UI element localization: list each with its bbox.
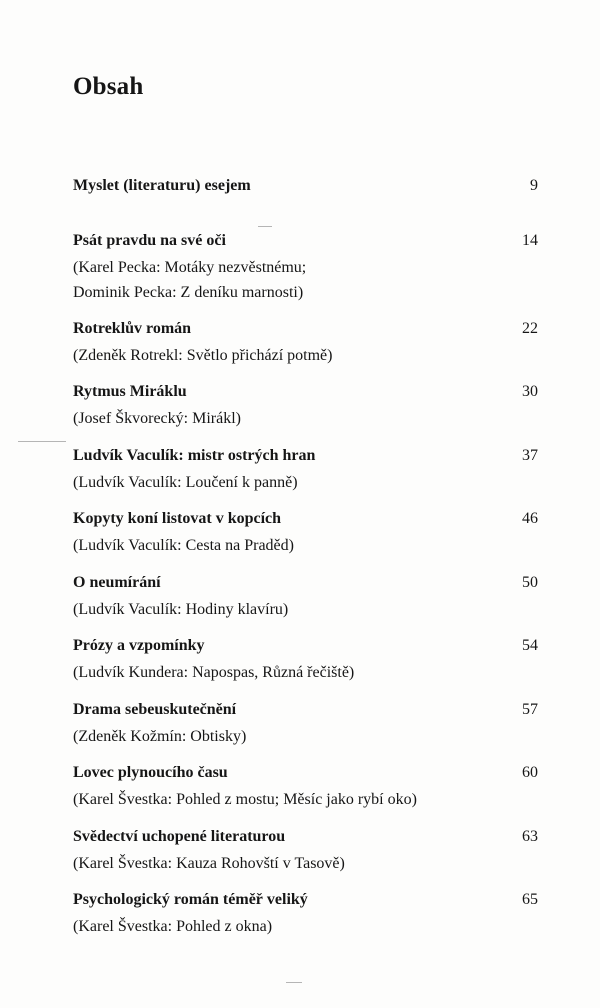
entry-page-number: 22 (522, 320, 538, 337)
toc-entry (73, 229, 538, 305)
entry-source (73, 597, 538, 622)
entry-source (73, 533, 538, 558)
entry-source-line: (Karel Švestka: Pohled z okna) (73, 918, 273, 935)
entry-source (73, 724, 538, 749)
toc-entry (73, 380, 538, 431)
entry-source (73, 255, 538, 305)
toc-entry (73, 444, 538, 495)
entry-title: O neumírání (73, 574, 161, 591)
entry-source (73, 851, 538, 876)
toc-entry (73, 634, 538, 685)
toc-entry (73, 761, 538, 812)
entry-page-number: 30 (522, 383, 538, 400)
toc-entry (73, 698, 538, 749)
entry-page-number: 9 (530, 177, 538, 194)
entry-title: Svědectví uchopené literaturou (73, 828, 286, 845)
entry-source-line: (Ludvík Vaculík: Loučení k panně) (73, 474, 298, 491)
entry-source-line: (Ludvík Vaculík: Hodiny klavíru) (73, 601, 289, 618)
toc-entry (73, 174, 538, 198)
entry-title: Myslet (literaturu) esejem (73, 177, 251, 194)
scan-smudge (18, 441, 66, 442)
entry-source (73, 914, 538, 939)
entry-title: Rytmus Miráklu (73, 383, 187, 400)
entry-title: Psát pravdu na své oči (73, 232, 226, 249)
entry-source-line: (Ludvík Kundera: Napospas, Různá řečiště) (73, 664, 355, 681)
entry-source (73, 470, 538, 495)
entry-title: Rotreklův román (73, 320, 192, 337)
entry-page-number: 57 (522, 701, 538, 718)
entry-title: Ludvík Vaculík: mistr ostrých hran (73, 447, 316, 464)
entry-page-number: 37 (522, 447, 538, 464)
entry-source-line: (Karel Pecka: Motáky nezvěstnému; (73, 259, 307, 276)
toc-entry (73, 571, 538, 622)
entry-page-number: 14 (522, 232, 538, 249)
entry-source-line: (Karel Švestka: Kauza Rohovští v Tasově) (73, 855, 345, 872)
entry-source-line: (Karel Švestka: Pohled z mostu; Měsíc jako rybí oko) (73, 791, 417, 808)
entry-source-line: (Zdeněk Kožmín: Obtisky) (73, 728, 247, 745)
entry-page-number: 63 (522, 828, 538, 845)
entry-source (73, 660, 538, 685)
entry-title: Kopyty koní listovat v kopcích (73, 510, 282, 527)
entry-title: Prózy a vzpomínky (73, 637, 205, 654)
entry-source (73, 787, 538, 812)
entry-page-number: 54 (522, 637, 538, 654)
entry-title: Psychologický román téměř veliký (73, 891, 308, 908)
entry-page-number: 46 (522, 510, 538, 527)
toc-entry (73, 888, 538, 939)
entry-source-line: (Zdeněk Rotrekl: Světlo přichází potmě) (73, 347, 333, 364)
entry-source-line: (Josef Škvorecký: Mirákl) (73, 410, 241, 427)
scan-smudge (286, 982, 302, 983)
toc-entry (73, 317, 538, 368)
entry-page-number: 50 (522, 574, 538, 591)
entry-source-line: (Ludvík Vaculík: Cesta na Praděd) (73, 537, 294, 554)
entry-source-line: Dominik Pecka: Z deníku marnosti) (73, 284, 304, 301)
entry-source (73, 343, 538, 368)
toc-entry (73, 825, 538, 876)
entry-title: Drama sebeuskutečnění (73, 701, 237, 718)
entry-title: Lovec plynoucího času (73, 764, 228, 781)
toc-entry (73, 507, 538, 558)
scan-smudge (258, 226, 272, 227)
entry-page-number: 65 (522, 891, 538, 908)
entry-source (73, 406, 538, 431)
entry-page-number: 60 (522, 764, 538, 781)
page-title: Obsah (73, 73, 144, 100)
